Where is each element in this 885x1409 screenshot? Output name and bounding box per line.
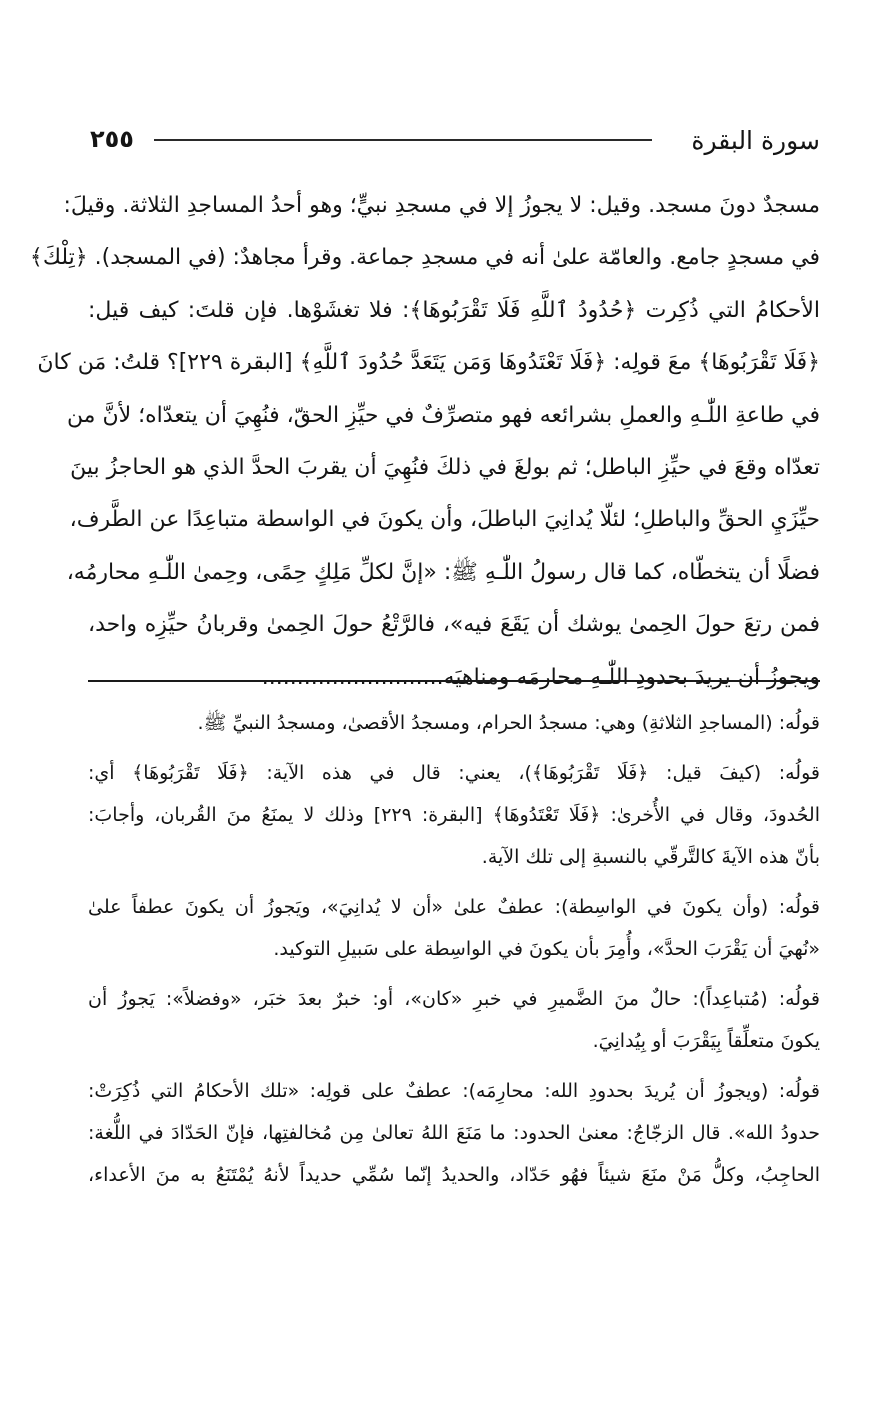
note-line: قولُه: (المساجدِ الثلاثةِ) وهي: مسجدُ الحرام، ومسجدُ الأقصىٰ، ومسجدُ النبيِّ ﷺ.: [197, 712, 820, 734]
note-line: قولُه: (كيفَ قيل: ﴿فَلَا تَقْرَبُوهَا﴾)، يعني: قال في هذه الآية: ﴿فَلَا تَقْرَبُوهَا﴾ أي:: [88, 762, 820, 784]
commentary-note: [88, 1070, 820, 1196]
note-line: بأنّ هذه الآيةَ كالتَّرقّي بالنسبةِ إلى تلك الآية.: [481, 846, 820, 868]
main-text-block: [29, 180, 820, 704]
footnote-divider: [88, 680, 820, 682]
commentary-note: [88, 978, 820, 1062]
page-header: [90, 118, 820, 162]
main-text-line: في مسجدٍ جامع. والعامّة علىٰ أنه في مسجدِ جماعة. وقرأ مجاهدٌ: (في المسجد). ﴿تِلْكَ﴾: [29, 245, 820, 271]
note-line: قولُه: (مُتباعِداً): حالٌ منَ الضَّميرِ في خبرِ «كان»، أو: خبرٌ بعدَ خبَر، «وفضلاً»: يَجوزُ أن: [88, 988, 820, 1010]
commentary-note: [88, 702, 820, 744]
note-line: حدودُ الله». قال الزجّاجُ: معنىٰ الحدود: ما مَنَعَ اللهُ تعالىٰ مِن مُخالفتِها، فإنّ الحَدّادَ في اللُّغة:: [88, 1122, 820, 1144]
note-line: يكونَ متعلِّقاً بِيَقْرَبَ أو بِيُدانِيَ.: [592, 1030, 820, 1052]
main-text-line: تعدّاه وقعَ في حيِّزِ الباطل؛ ثم بولغَ في ذلكَ فنُهِيَ أن يقربَ الحدَّ الذي هو الحاجزُ بينَ: [70, 455, 820, 481]
main-text-line: ﴿فَلَا تَقْرَبُوهَا﴾ معَ قولِه: ﴿فَلَا تَعْتَدُوهَا وَمَن يَتَعَدَّ حُدُودَ ٱللَّهِ﴾ [البقرة ٢٢٩]؟ قلتُ: مَن كانَ: [37, 350, 820, 376]
note-line: الحُدودَ، وقال في الأُخرىٰ: ﴿فَلَا تَعْتَدُوهَا﴾ [البقرة: ٢٢٩] وذلك لا يمنَعُ منَ القُربان، وأجابَ:: [88, 804, 820, 826]
note-line: قولُه: (ويجوزُ أن يُريدَ بحدودِ الله: محارِمَه): عطفٌ على قولِه: «تلك الأحكامُ التي ذُكِرَتْ:: [88, 1080, 820, 1102]
main-text-line: مسجدٌ دونَ مسجد. وقيل: لا يجوزُ إلا في مسجدِ نبيٍّ؛ وهو أحدُ المساجدِ الثلاثة. وقيلَ:: [63, 193, 820, 218]
main-text-line: الأحكامُ التي ذُكِرت ﴿حُدُودُ ٱللَّهِ فَلَا تَقْرَبُوهَا﴾: فلا تغشَوْها. فإن قلتَ: كيف قيل:: [88, 297, 820, 323]
commentary-note: [88, 886, 820, 970]
main-text-line: ويجوزُ أن يريدَ بحدودِ اللّٰـهِ محارمَه ومناهيَه..........................: [261, 664, 820, 690]
page-number: ٢٥٥: [90, 125, 134, 153]
note-line: الحاجِبُ، وكلُّ مَنْ منَعَ شيئاً فهُو حَدّاد، والحديدُ إنّما سُمِّي حديداً لأنهُ يُمْتَنَعُ به منَ الأعداء،: [88, 1164, 820, 1186]
main-text-line: فضلًا أن يتخطّاه، كما قال رسولُ اللّٰـهِ ﷺ: «إنَّ لكلِّ مَلِكٍ حِمًى، وحِمىٰ اللّٰـهِ محارمُه،: [66, 559, 820, 585]
commentary-notes: [88, 702, 820, 1204]
main-text-line: في طاعةِ اللّٰـهِ والعملِ بشرائعه فهو متصرِّفٌ في حيِّزِ الحقّ، فنُهِيَ أن يتعدّاه؛ لأنَّ من: [66, 402, 820, 428]
note-line: «نُهيَ أن يَقْرَبَ الحدَّ»، وأُمِرَ بأن يكونَ في الواسِطة على سَبيلِ التوكيد.: [273, 938, 820, 960]
note-line: قولُه: (وأن يكونَ في الواسِطة): عطفٌ علىٰ «أن لا يُدانِيَ»، ويَجوزُ أن يكونَ عطفاً علىٰ: [88, 896, 820, 918]
header-rule: [154, 139, 652, 141]
main-text-line: حيِّزَيِ الحقِّ والباطلِ؛ لئلّا يُدانِيَ الباطلَ، وأن يكونَ في الواسطة متباعِدًا عن الطَّرف،: [69, 507, 820, 533]
main-text-line: فمن رتعَ حولَ الحِمىٰ يوشك أن يَقَعَ فيه»، فالرَّتْعُ حولَ الحِمىٰ وقربانُ حيِّزِه واحد،: [88, 612, 820, 638]
commentary-note: [88, 752, 820, 878]
surah-title: سورة البقرة: [691, 126, 820, 155]
